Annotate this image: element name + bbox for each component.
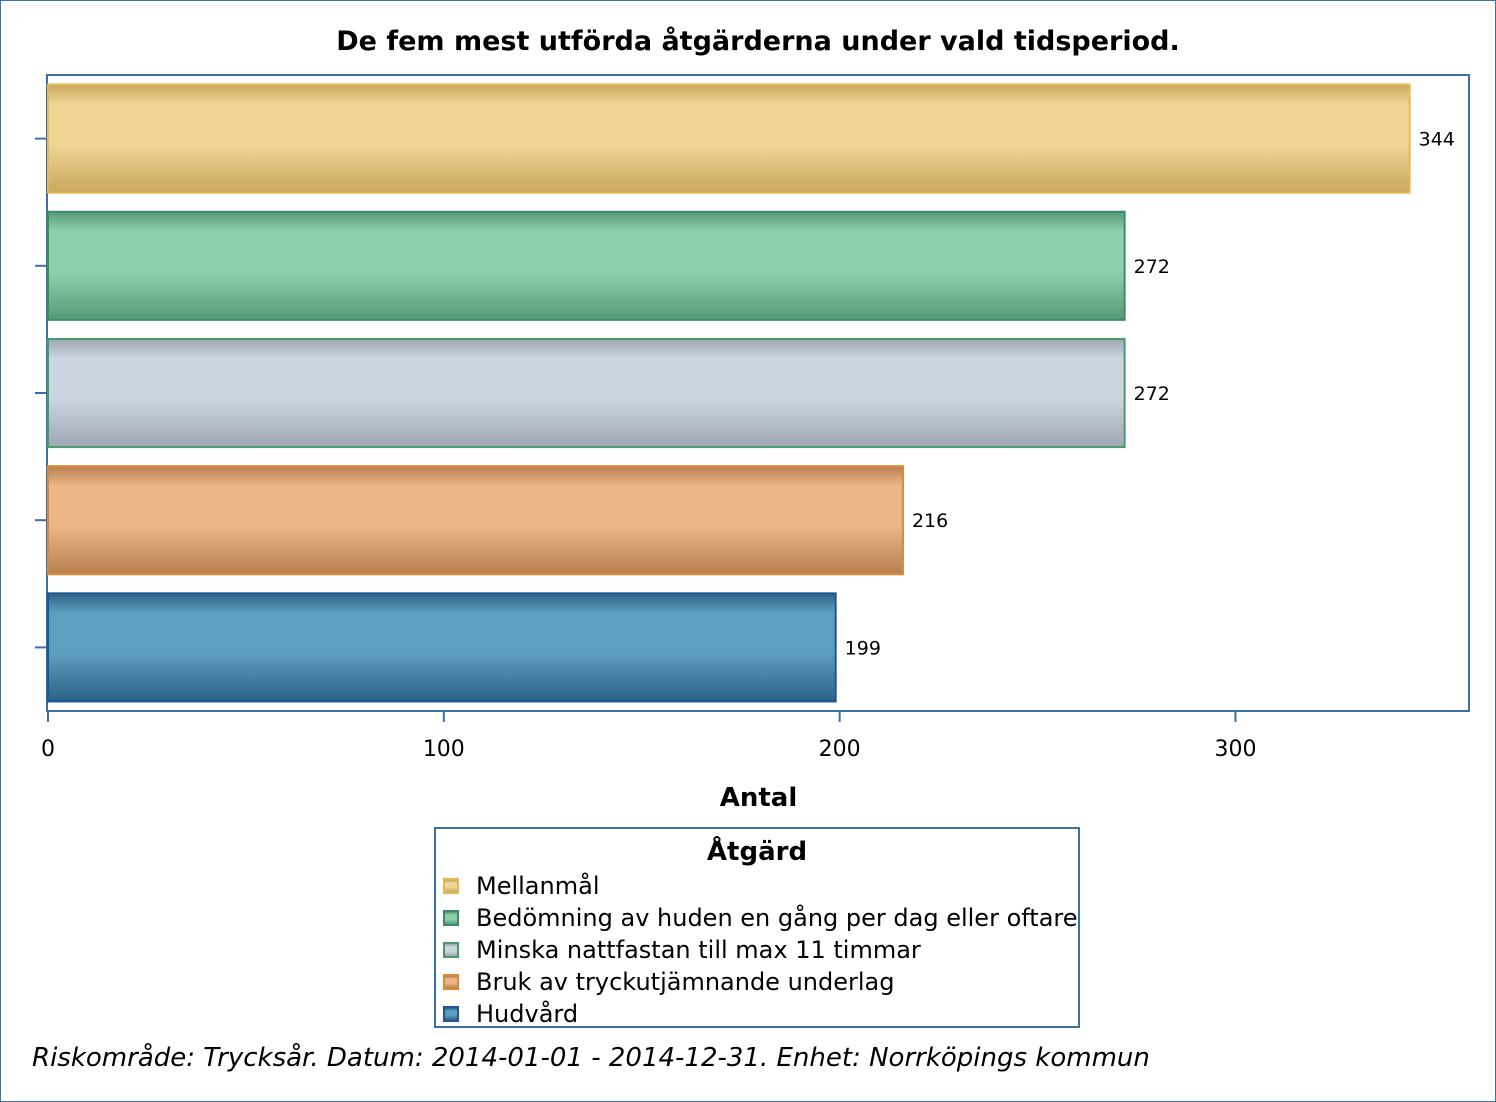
legend-swatch-1 <box>443 910 459 926</box>
legend-label-1: Bedömning av huden en gång per dag eller oftare <box>476 904 1078 932</box>
bar-1 <box>48 212 1125 320</box>
legend-item-0 <box>443 870 599 902</box>
bar-3 <box>48 466 903 574</box>
chart-title: De fem mest utförda åtgärderna under vald tidsperiod. <box>336 26 1180 57</box>
bar-value-label-0: 344 <box>1418 128 1455 151</box>
bar-value-label-2: 272 <box>1133 383 1170 405</box>
legend-swatch-0 <box>443 878 459 894</box>
x-axis-label: Antal <box>719 783 798 813</box>
x-tick-label-2: 200 <box>818 737 861 762</box>
x-tick-label-0: 0 <box>41 737 55 762</box>
legend-item-1 <box>443 902 1078 934</box>
legend-item-2 <box>443 934 921 966</box>
legend-title: Åtgärd <box>706 837 808 867</box>
bar-2 <box>48 339 1125 447</box>
bar-4 <box>48 593 836 701</box>
bar-0 <box>48 85 1410 193</box>
legend-swatch-4 <box>443 1006 459 1022</box>
bar-value-label-3: 216 <box>911 510 949 533</box>
legend-swatch-2 <box>443 942 459 958</box>
footnote: Riskområde: Trycksår. Datum: 2014-01-01 - 2014-12-31. Enhet: Norrköpings kommun <box>32 1043 1150 1073</box>
legend-label-3: Bruk av tryckutjämnande underlag <box>476 968 895 996</box>
x-tick-label-1: 100 <box>422 737 465 762</box>
legend-item-3 <box>443 966 894 998</box>
legend <box>434 827 1080 1028</box>
legend-swatch-3 <box>443 974 459 990</box>
legend-label-0: Mellanmål <box>476 872 600 900</box>
legend-item-4 <box>443 998 578 1030</box>
legend-label-2: Minska nattfastan till max 11 timmar <box>476 936 921 964</box>
bar-value-label-4: 199 <box>844 637 881 660</box>
legend-label-4: Hudvård <box>476 1000 579 1028</box>
bar-value-label-1: 272 <box>1133 255 1170 278</box>
x-tick-label-3: 300 <box>1214 737 1257 762</box>
